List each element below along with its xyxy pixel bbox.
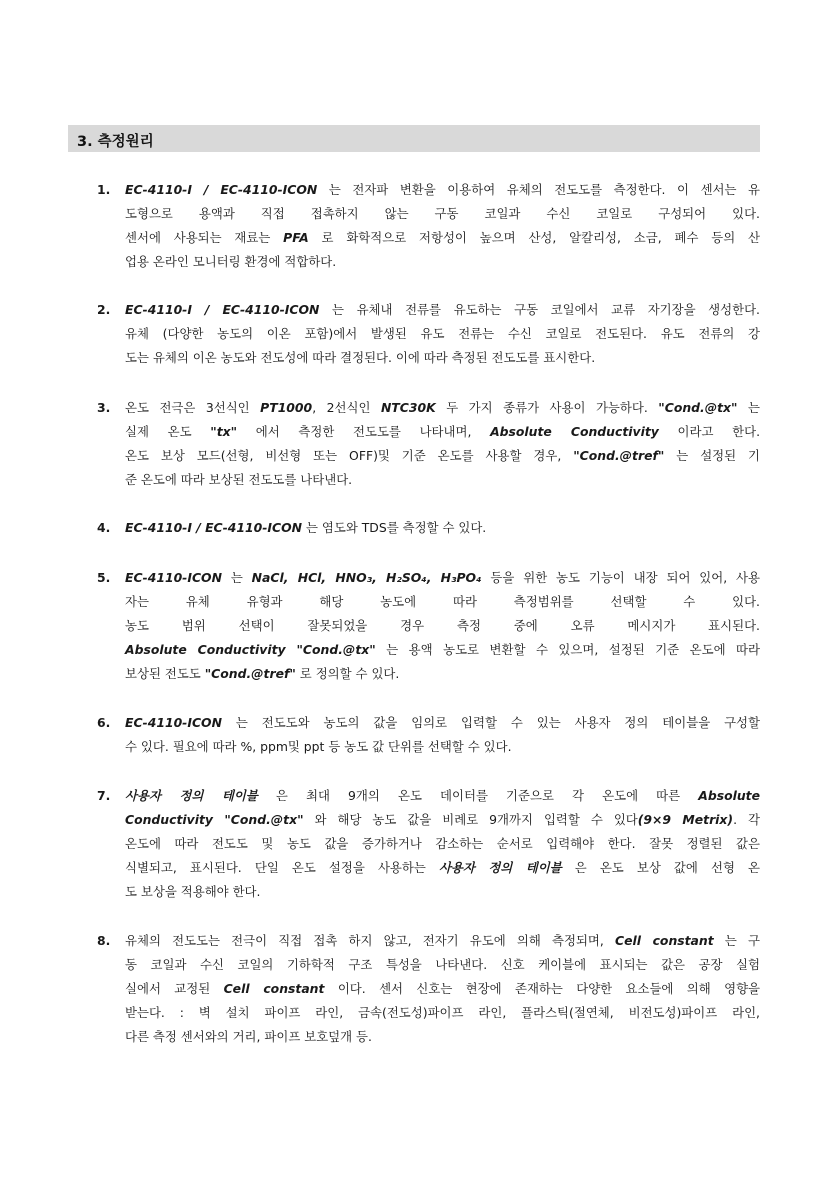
emphasis-text: NaCl, HCl, HNO₃, H₂SO₄, H₃PO₄ (251, 570, 482, 585)
emphasis-text: "Cond.@tref" (573, 448, 665, 463)
list-item-number: 6. (97, 715, 111, 730)
text-line (125, 880, 760, 904)
emphasis-text: Absolute Conductivity "Cond.@tx" (125, 642, 376, 657)
text-line (125, 953, 760, 977)
body-text: , 2선식인 (312, 400, 381, 415)
list-item-1 (97, 178, 760, 274)
text-line (125, 735, 760, 759)
text-line (125, 662, 760, 686)
body-text: 준 온도에 따라 보상된 전도도를 나타낸다. (125, 472, 353, 487)
text-line (125, 566, 760, 590)
list-item-body (125, 516, 760, 540)
text-line (125, 590, 760, 614)
text-line (125, 346, 760, 370)
text-line (125, 468, 760, 492)
body-text: 동 코일과 수신 코일의 기하학적 구조 특성을 나타낸다. 신호 케이블에 표시되는 값은 공장 실험 (125, 957, 760, 972)
emphasis-text: 사용자 정의 테이블 (438, 860, 562, 875)
body-text: 에서 측정한 전도도를 나타내며, (237, 424, 491, 439)
body-text: 는 설정된 기 (664, 448, 761, 463)
section-title (77, 130, 154, 151)
list-item-body (125, 298, 760, 370)
text-line (125, 929, 760, 953)
emphasis-text: NTC30K (380, 400, 436, 415)
emphasis-text: 사용자 정의 테이블 (125, 788, 258, 803)
body-text: 은 온도 보상 값에 선형 온 (561, 860, 760, 875)
list-item-number: 2. (97, 302, 111, 317)
text-line (125, 298, 760, 322)
emphasis-text: EC-4110-ICON (125, 715, 222, 730)
body-text: 도형으로 용액과 직접 접촉하지 않는 구동 코일과 수신 코일로 구성되어 있다. (125, 206, 760, 221)
list-item-number: 7. (97, 788, 111, 803)
body-text: 이다. 센서 신호는 현장에 존재하는 다양한 요소들에 의해 영향을 (324, 981, 761, 996)
list-item-body (125, 784, 760, 904)
text-line (125, 250, 760, 274)
list-item-number: 5. (97, 570, 111, 585)
emphasis-text: EC-4110-I / EC-4110-ICON (125, 302, 320, 317)
emphasis-text: EC-4110-I / EC-4110-ICON (125, 520, 303, 535)
body-text: 도는 유체의 이온 농도와 전도성에 따라 결정된다. 이에 따라 측정된 전도도를 표시한다. (125, 350, 596, 365)
body-text: 다른 측정 센서와의 거리, 파이프 보호덮개 등. (125, 1029, 372, 1044)
emphasis-text: PT1000 (260, 400, 313, 415)
body-text: 로 정의할 수 있다. (295, 666, 400, 681)
text-line (125, 226, 760, 250)
list-item-number: 4. (97, 520, 111, 535)
section-header (68, 125, 760, 152)
text-line (125, 178, 760, 202)
list-item-3 (97, 396, 760, 492)
text-line (125, 396, 760, 420)
text-line (125, 1001, 760, 1025)
text-line (125, 516, 760, 540)
body-text: 유체 (다양한 농도의 이온 포함)에서 발생된 유도 전류는 수신 코일로 전도된다. 유도 전류의 강 (125, 326, 760, 341)
body-text: 은 최대 9개의 온도 데이터를 기준으로 각 온도에 따른 (257, 788, 699, 803)
body-text: 와 해당 농도 값을 비례로 9개까지 입력할 수 있다 (303, 812, 638, 827)
emphasis-text: "Cond.@tref" (204, 666, 296, 681)
list-item-5 (97, 566, 760, 686)
text-line (125, 784, 760, 808)
body-text: 로 화학적으로 저항성이 높으며 산성, 알칼리성, 소금, 폐수 등의 산 (308, 230, 760, 245)
body-text: 도 보상을 적용해야 한다. (125, 884, 261, 899)
body-text: 온도 보상 모드(선형, 비선형 또는 OFF)및 기준 온도를 사용할 경우, (125, 448, 574, 463)
emphasis-text: EC-4110-I / EC-4110-ICON (125, 182, 318, 197)
text-line (125, 444, 760, 468)
body-text: 받는다. : 벽 설치 파이프 라인, 금속(전도성)파이프 라인, 플라스틱(절연체, 비전도성)파이프 라인, (125, 1005, 760, 1020)
body-text: 등을 위한 농도 기능이 내장 되어 있어, 사용 (481, 570, 760, 585)
body-text: 는 유체내 전류를 유도하는 구동 코일에서 교류 자기장을 생성한다. (319, 302, 760, 317)
text-line (125, 1025, 760, 1049)
list-item-body (125, 929, 760, 1049)
body-text: 업용 온라인 모니터링 환경에 적합하다. (125, 254, 337, 269)
text-line (125, 808, 760, 832)
body-text: 수 있다. 필요에 따라 %, ppm및 ppt 등 농도 값 단위를 선택할 수 있다. (125, 739, 512, 754)
list-item-2 (97, 298, 760, 370)
section-number: 3. (77, 134, 93, 150)
body-text: . 각 (733, 812, 760, 827)
list-item-body (125, 178, 760, 274)
list-item-body (125, 396, 760, 492)
text-line (125, 322, 760, 346)
body-text: 는 구 (713, 933, 760, 948)
section-title-text: 측정원리 (97, 134, 154, 150)
list-item-body (125, 711, 760, 759)
emphasis-text: Cell constant (223, 981, 325, 996)
text-line (125, 711, 760, 735)
body-text: 는 염도와 TDS를 측정할 수 있다. (302, 520, 487, 535)
list-item-4 (97, 516, 760, 540)
list-item-number: 1. (97, 182, 111, 197)
body-text: 농도 범위 선택이 잘못되었을 경우 측정 중에 오류 메시지가 표시된다. (125, 618, 760, 633)
body-text: 자는 유체 유형과 해당 농도에 따라 측정범위를 선택할 수 있다. (125, 594, 760, 609)
text-line (125, 977, 760, 1001)
list-item-8 (97, 929, 760, 1049)
body-text: 식별되고, 표시된다. 단일 온도 설정을 사용하는 (125, 860, 439, 875)
emphasis-text: PFA (283, 230, 309, 245)
body-text: 는 (737, 400, 760, 415)
body-text: 센서에 사용되는 재료는 (125, 230, 284, 245)
emphasis-text: Absolute Conductivity (490, 424, 659, 439)
emphasis-text: Cell constant (615, 933, 714, 948)
text-line (125, 832, 760, 856)
text-line (125, 614, 760, 638)
body-text: 는 (221, 570, 252, 585)
list-item-number: 3. (97, 400, 111, 415)
emphasis-text: EC-4110-ICON (125, 570, 222, 585)
emphasis-text: Conductivity "Cond.@tx" (125, 812, 304, 827)
body-text: 두 가지 종류가 사용이 가능하다. (435, 400, 659, 415)
emphasis-text: "Cond.@tx" (658, 400, 738, 415)
list-item-number: 8. (97, 933, 111, 948)
list-item-body (125, 566, 760, 686)
text-line (125, 202, 760, 226)
text-line (125, 420, 760, 444)
emphasis-text: Absolute (698, 788, 760, 803)
text-line (125, 856, 760, 880)
text-line (125, 638, 760, 662)
body-text: 유체의 전도도는 전극이 직접 접촉 하지 않고, 전자기 유도에 의해 측정되며, (125, 933, 616, 948)
body-text: 는 용액 농도로 변환할 수 있으며, 설정된 기준 온도에 따라 (375, 642, 760, 657)
list-item-6 (97, 711, 760, 759)
body-text: 온도 전극은 3선식인 (125, 400, 261, 415)
body-text: 는 전자파 변환을 이용하여 유체의 전도도를 측정한다. 이 센서는 유 (317, 182, 761, 197)
body-text: 보상된 전도도 (125, 666, 205, 681)
emphasis-text: "tx" (210, 424, 238, 439)
list-item-7 (97, 784, 760, 904)
emphasis-text: (9×9 Metrix) (637, 812, 734, 827)
body-text: 는 전도도와 농도의 값을 임의로 입력할 수 있는 사용자 정의 테이블을 구성할 (221, 715, 760, 730)
body-text: 실에서 교정된 (125, 981, 224, 996)
body-text: 온도에 따라 전도도 및 농도 값을 증가하거나 감소하는 순서로 입력해야 한다. 잘못 정렬된 값은 (125, 836, 760, 851)
body-text: 실제 온도 (125, 424, 211, 439)
body-text: 이라고 한다. (658, 424, 761, 439)
